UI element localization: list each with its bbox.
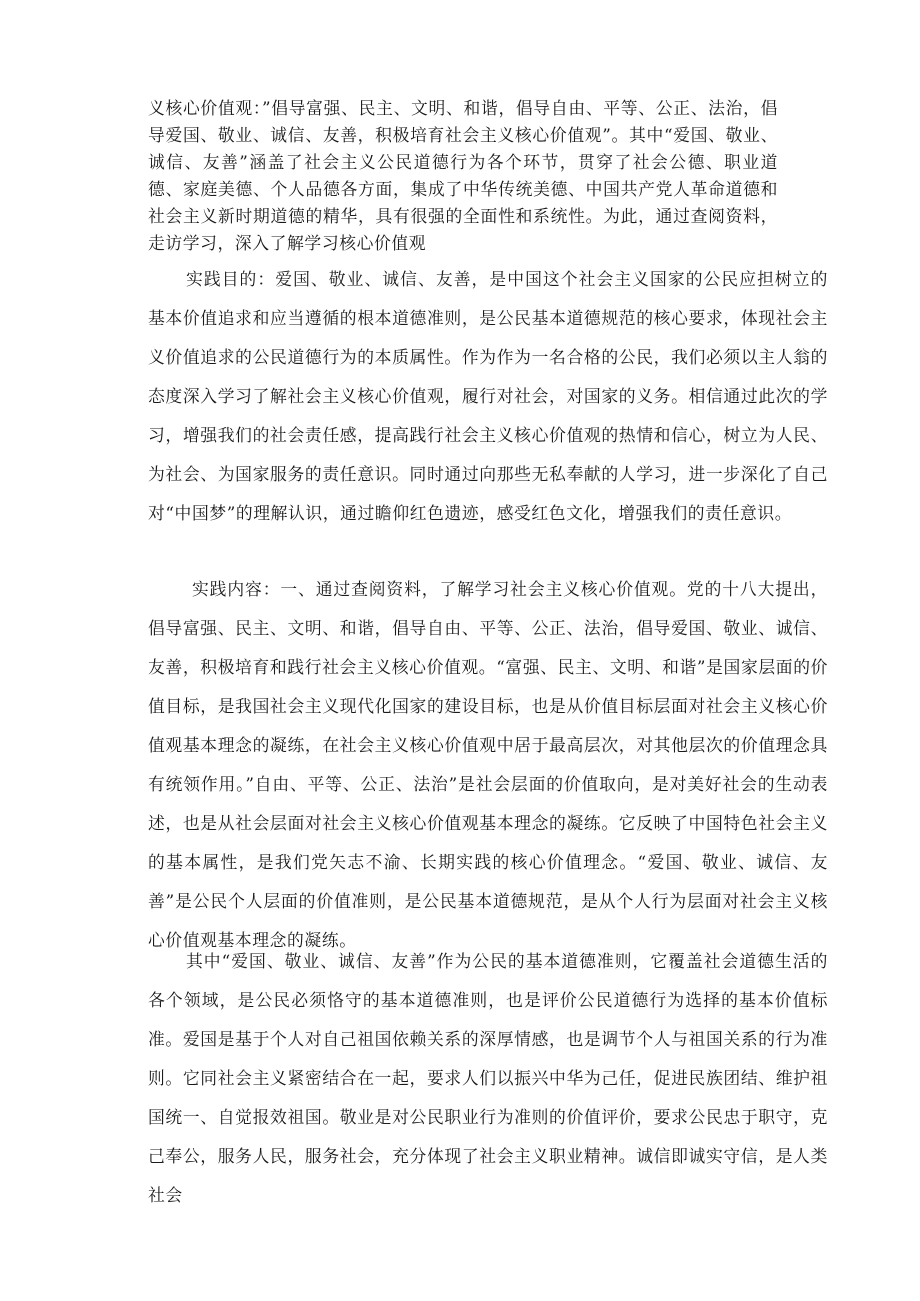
practice-purpose-paragraph: 实践目的：爱国、敬业、诚信、友善，是中国这个社会主义国家的公民应担树立的基本价值追求和应当遵循的根本道德准则，是公民基本道德规范的核心要求，体现社会主义价值追求的公民道德行为的本质属性。作为作为一名合格的公民，我们必须以主人翁的态度深入学习了解社会主义核心价值观，履行对社会，对国家的义务。相信通过此次的学习，增强我们的社会责任感，提高践行社会主义核心价值观的热情和信心，树立为人民、为社会、为国家服务的责任意识。同时通过向那些无私奉献的人学习，进一步深化了自己对“中国梦”的理解认识，通过瞻仰红色遗迹，感受红色文化，增强我们的责任意识。 (148, 269, 828, 523)
basic-moral-norms-paragraph: 其中“爱国、敬业、诚信、友善”作为公民的基本道德准则，它覆盖社会道德生活的各个领域，是公民必须恪守的基本道德准则，也是评价公民道德行为选择的基本价值标准。爱国是基于个人对自己祖国依赖关系的深厚情感，也是调节个人与祖国关系的行为准则。它同社会主义紧密结合在一起，要求人们以振兴中华为己任，促进民族团结、维护祖国统一、自觉报效祖国。敬业是对公民职业行为准则的价值评价，要求公民忠于职守，克己奉公，服务人民，服务社会，充分体现了社会主义职业精神。诚信即诚实守信，是人类社会 (148, 951, 828, 1205)
practice-content-paragraph: 实践内容：一、通过查阅资料，了解学习社会主义核心价值观。党的十八大提出，倡导富强、民主、文明、和谐，倡导自由、平等、公正、法治，倡导爱国、敬业、诚信、友善，积极培育和践行社会主义核心价值观。“富强、民主、文明、和谐”是国家层面的价值目标，是我国社会主义现代化国家的建设目标，也是从价值目标层面对社会主义核心价值观基本理念的凝练，在社会主义核心价值观中居于最高层次，对其他层次的价值理念具有统领作用。”自由、平等、公正、法治”是社会层面的价值取向，是对美好社会的生动表述，也是从社会层面对社会主义核心价值观基本理念的凝练。它反映了中国特色社会主义的基本属性，是我们党矢志不渝、长期实践的核心价值理念。“爱国、敬业、诚信、友善”是公民个人层面的价值准则，是公民基本道德规范，是从个人行为层面对社会主义核心价值观基本理念的凝练。 (148, 579, 828, 950)
intro-paragraph: 义核心价值观：”倡导富强、民主、文明、和谐，倡导自由、平等、公正、法治，倡导爱国、敬业、诚信、友善，积极培育社会主义核心价值观”。其中“爱国、敬业、诚信、友善”涵盖了社会主义公民道德行为各个环节，贯穿了社会公德、职业道德、家庭美德、个人品德各方面，集成了中华传统美德、中国共产党人革命道德和社会主义新时期道德的精华，具有很强的全面性和系统性。为此，通过查阅资料，走访学习，深入了解学习核心价值观 (148, 98, 778, 253)
